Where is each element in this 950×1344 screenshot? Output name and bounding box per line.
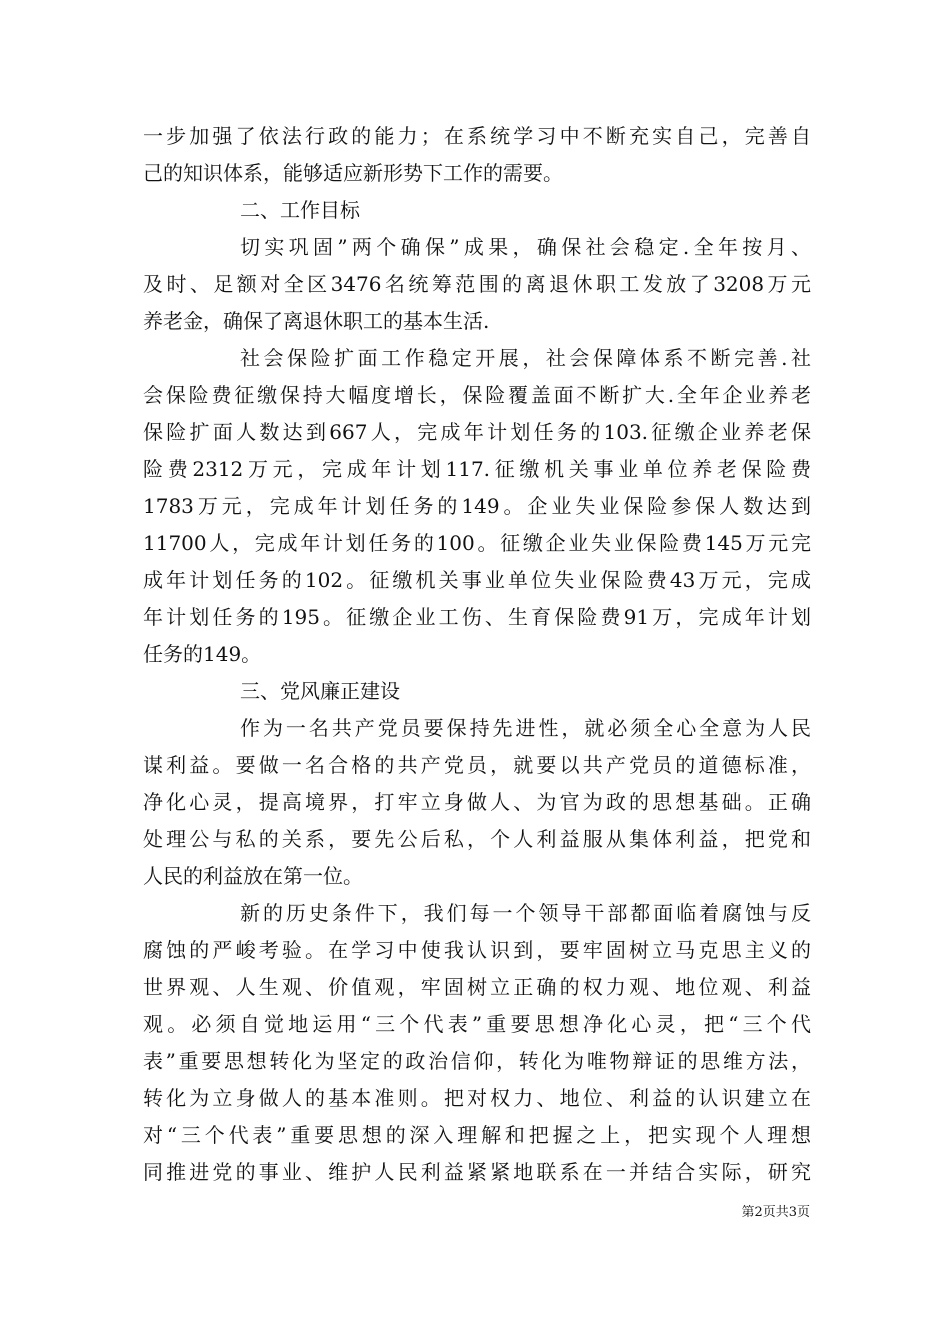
body-line: 一步加强了依法行政的能力；在系统学习中不断充实自己，完善自 bbox=[143, 124, 811, 148]
body-line: 腐蚀的严峻考验。在学习中使我认识到，要牢固树立马克思主义的 bbox=[143, 938, 811, 962]
body-line: 己的知识体系，能够适应新形势下工作的需要。 bbox=[143, 161, 563, 185]
body-line: 切实巩固”两个确保”成果，确保社会稳定.全年按月、 bbox=[240, 235, 811, 259]
body-line: 及时、足额对全区3476名统筹范围的离退休职工发放了3208万元 bbox=[143, 272, 811, 296]
body-line: 11700人，完成年计划任务的100。征缴企业失业保险费145万元完 bbox=[143, 531, 811, 555]
body-line: 谋利益。要做一名合格的共产党员，就要以共产党员的道德标准， bbox=[143, 753, 811, 777]
body-line: 年计划任务的195。征缴企业工伤、生育保险费91万，完成年计划 bbox=[143, 605, 811, 629]
body-line: 处理公与私的关系，要先公后私，个人利益服从集体利益，把党和 bbox=[143, 827, 811, 851]
body-line: 转化为立身做人的基本准则。把对权力、地位、利益的认识建立在 bbox=[143, 1086, 811, 1110]
body-line: 同推进党的事业、维护人民利益紧紧地联系在一并结合实际，研究 bbox=[143, 1160, 811, 1184]
body-line: 表”重要思想转化为坚定的政治信仰，转化为唯物辩证的思维方法， bbox=[143, 1049, 811, 1073]
body-line: 世界观、人生观、价值观，牢固树立正确的权力观、地位观、利益 bbox=[143, 975, 811, 999]
body-line: 险费2312万元，完成年计划117.征缴机关事业单位养老保险费 bbox=[143, 457, 811, 481]
body-line: 对“三个代表”重要思想的深入理解和把握之上，把实现个人理想 bbox=[143, 1123, 811, 1147]
body-line: 作为一名共产党员要保持先进性，就必须全心全意为人民 bbox=[240, 716, 811, 740]
body-line: 养老金，确保了离退休职工的基本生活. bbox=[143, 309, 490, 333]
document-body bbox=[143, 118, 811, 1191]
body-line: 净化心灵，提高境界，打牢立身做人、为官为政的思想基础。正确 bbox=[143, 790, 811, 814]
section-heading-party-integrity: 三、党风廉正建设 bbox=[240, 679, 400, 703]
section-heading-work-goals: 二、工作目标 bbox=[240, 198, 360, 222]
body-line: 成年计划任务的102。征缴机关事业单位失业保险费43万元，完成 bbox=[143, 568, 811, 592]
body-line: 会保险费征缴保持大幅度增长，保险覆盖面不断扩大.全年企业养老 bbox=[143, 383, 811, 407]
body-line: 保险扩面人数达到667人，完成年计划任务的103.征缴企业养老保 bbox=[143, 420, 811, 444]
body-line: 新的历史条件下，我们每一个领导干部都面临着腐蚀与反 bbox=[240, 901, 811, 925]
body-line: 观。必须自觉地运用“三个代表”重要思想净化心灵，把“三个代 bbox=[143, 1012, 811, 1036]
body-line: 任务的149。 bbox=[143, 642, 262, 666]
body-line: 1783万元，完成年计划任务的149。企业失业保险参保人数达到 bbox=[143, 494, 811, 518]
body-line: 人民的利益放在第一位。 bbox=[143, 864, 363, 888]
body-line: 社会保险扩面工作稳定开展，社会保障体系不断完善.社 bbox=[240, 346, 811, 370]
page-number: 第2页共3页 bbox=[741, 1205, 810, 1220]
